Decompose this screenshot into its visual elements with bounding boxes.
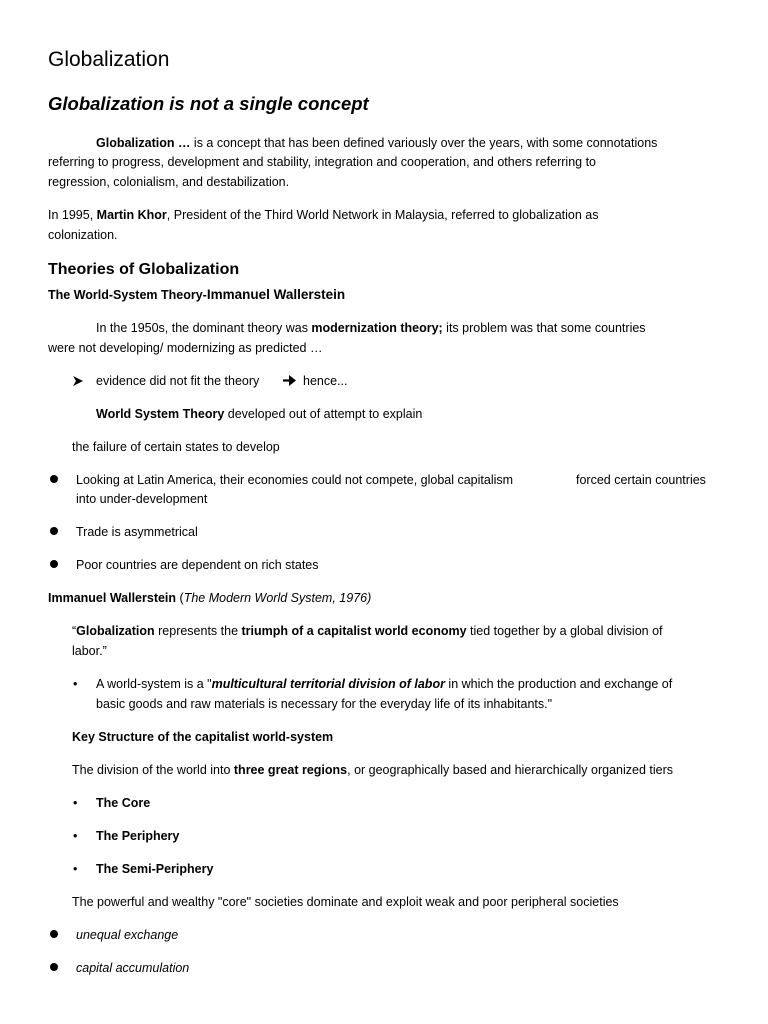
wst-heading-a: The World-System Theory- [48,288,207,302]
world-system-def-line-1 [96,674,672,694]
intro-line-3: regression, colonialism, and destabilization. [48,175,290,189]
failure-line: the failure of certain states to develop [72,440,280,454]
world-system-def-line-2: basic goods and raw materials is necessary for the everyday life of its inhabitants." [96,697,553,711]
intro-line-2: referring to progress, development and stability, integration and cooperation, and others referring to [48,155,597,169]
arrowhead-bullet-icon [73,376,83,386]
key-structure-heading: Key Structure of the capitalist world-system [72,730,334,744]
latin-line-1a: Looking at Latin America, their economies could not compete, global capitalism [76,473,514,487]
fifties-rest: its problem was that some countries [442,321,646,335]
bullet-dot [50,963,58,971]
small-bullet: • [73,677,78,691]
unequal-exchange: unequal exchange [76,928,179,942]
division-line [72,760,673,780]
small-bullet: • [73,829,78,843]
wst-heading-b: Immanuel Wallerstein [206,287,346,302]
wsd-term: multicultural territorial division of labor [211,677,445,691]
paren-open: ( [176,591,184,605]
division-rest: , or geographically based and hierarchically organized tiers [347,763,674,777]
poor-line: Poor countries are dependent on rich states [76,558,319,572]
fifties-pre: In the 1950s, the dominant theory was [96,321,312,335]
wsd-rest: in which the production and exchange of [444,677,673,691]
wst-developed-line [96,404,422,424]
intro-line-1-rest: is a concept that has been defined variously over the years, with some connotations [190,136,658,150]
small-bullet: • [73,862,78,876]
powerful-line: The powerful and wealthy "core" societies dominate and exploit weak and poor peripheral societies [72,895,619,909]
wst-dev-rest: developed out of attempt to explain [224,407,423,421]
wsd-pre: A world-system is a " [96,677,212,691]
fifties-term: modernization theory; [311,321,443,335]
wst-dev-term: World System Theory [96,407,225,421]
document-title: Globalization [48,48,170,71]
evidence-after: hence... [303,374,348,388]
bullet-dot [50,560,58,568]
region-periphery: The Periphery [96,829,180,843]
bullet-dot [50,475,58,483]
quote-line-2: labor.” [72,644,107,658]
khor-pre: In 1995, [48,208,97,222]
khor-line-1 [48,205,598,225]
quote-mid: represents the [154,624,242,638]
small-bullet: • [73,796,78,810]
capital-accumulation: capital accumulation [76,961,190,975]
quote-term-1: Globalization [76,624,155,638]
wallerstein-reference [48,588,371,608]
fifties-line-1 [96,318,646,338]
khor-rest: , President of the Third World Network in Malaysia, referred to globalization as [166,208,599,222]
trade-line: Trade is asymmetrical [76,525,198,539]
wst-heading [48,285,345,305]
division-pre: The division of the world into [72,763,234,777]
theories-heading: Theories of Globalization [48,261,240,278]
region-semi-periphery: The Semi-Periphery [96,862,214,876]
fifties-line-2: were not developing/ modernizing as predicted … [48,341,323,355]
wallerstein-work: The Modern World System, 1976) [183,591,372,605]
latin-line-2: into under-development [76,492,208,506]
right-arrow-icon [283,375,296,386]
document-subtitle: Globalization is not a single concept [48,93,369,114]
khor-name: Martin Khor [96,208,167,222]
quote-rest: tied together by a global division of [466,624,663,638]
intro-line-1 [96,133,657,153]
quote-line-1 [72,621,663,641]
division-term: three great regions [233,763,348,777]
evidence-text: evidence did not fit the theory [96,374,260,388]
intro-term: Globalization … [96,136,191,150]
wallerstein-name: Immanuel Wallerstein [48,591,177,605]
latin-line-1b: forced certain countries [576,473,706,487]
khor-line-2: colonization. [48,228,118,242]
bullet-dot [50,930,58,938]
bullet-dot [50,527,58,535]
quote-term-2: triumph of a capitalist world economy [241,624,467,638]
quote-open: “ [72,624,77,638]
region-core: The Core [96,796,151,810]
